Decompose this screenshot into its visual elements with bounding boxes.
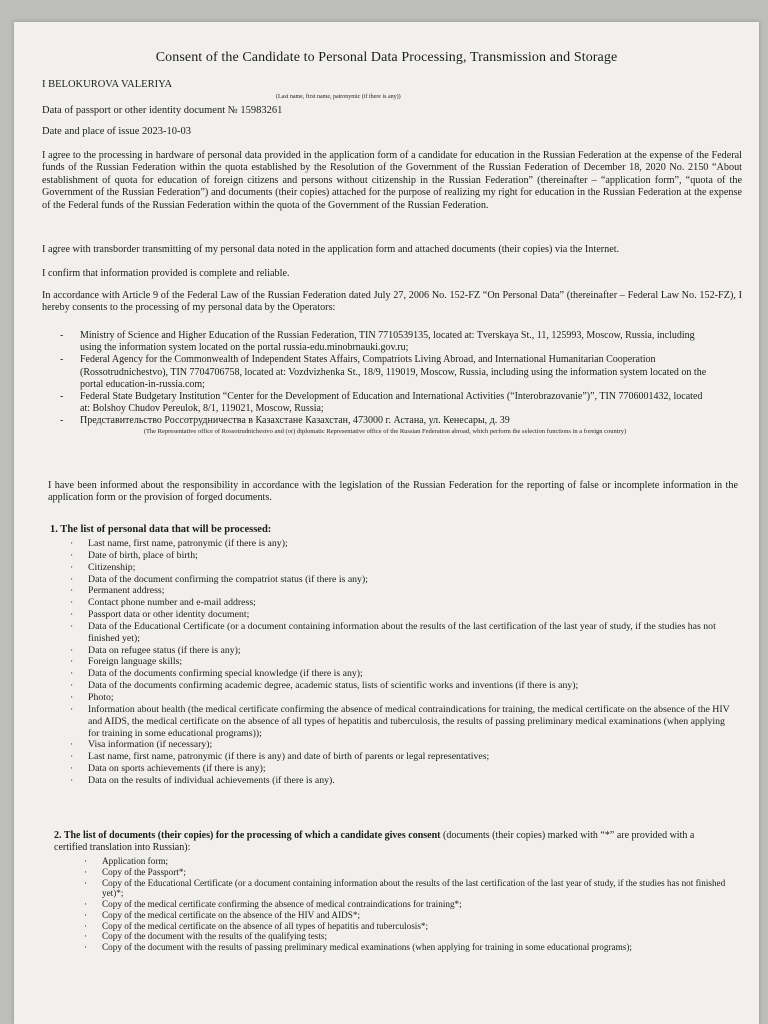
- list-item: [70, 680, 735, 692]
- operator-item: [60, 354, 710, 391]
- operator-text: Представительство Россотрудничества в Казахстане Казахстан, 473000 г. Астана, ул. Кенесары, д. 39: [80, 415, 510, 427]
- list-item-text: Photo;: [88, 691, 114, 703]
- name-caption: (Last name, first name, patronymic (if there is any)): [276, 94, 401, 100]
- list-item-text: Data on refugee status (if there is any);: [88, 644, 241, 656]
- list-item: [70, 597, 735, 609]
- section2-heading: [54, 830, 714, 854]
- list-item-text: Visa information (if necessary);: [88, 739, 213, 751]
- bullet-dot: ·: [84, 920, 88, 931]
- list-item: [70, 775, 735, 787]
- list-item-text: Copy of the medical certificate on the absence of all types of hepatitis and tuberculosis*;: [102, 920, 429, 931]
- bullet-dot: ·: [70, 609, 74, 621]
- list-item: [70, 739, 735, 751]
- list-item-text: Date of birth, place of birth;: [88, 549, 198, 561]
- list-item-text: Information about health (the medical certificate confirming the absence of medical contraindications for training, the medical certificate on the absence of the HIV and AIDS, the medical certificate on the absence of all types of hepatitis and tuberculosis, the results of passing preliminary medical examinations (when applying for training in some educational programs));: [88, 703, 730, 739]
- agreement-paragraph: I agree to the processing in hardware of personal data provided in the application form of a candidate for education in the Russian Federation at the expense of the Federal funds of the Russian Federation within the quota established by the Resolution of the Government of the Russian Federation of December 18, 2020 No. 2150 “About establishment of quota for education of foreign citizens and persons without citizenship in the Russian Federation” (thereinafter – “application form”, “quota of the Government of the Russian Federation”) and documents (their copies) attached for the purpose of realizing my right for education in the Russian Federation at the expense of the Federal funds of the Russian Federation within the quota of the Government of the Russian Federation.: [42, 150, 742, 211]
- transborder-paragraph: I agree with transborder transmitting of my personal data noted in the application form and attached documents (their copies) via the Internet.: [42, 244, 620, 255]
- list-item: [84, 878, 732, 900]
- operator-item: [60, 415, 710, 427]
- list-item: [84, 856, 732, 867]
- name-line: I BELOKUROVA VALERIYA: [42, 79, 173, 90]
- list-item: [84, 910, 732, 921]
- list-item-text: Data of the document confirming the compatriot status (if there is any);: [88, 573, 368, 585]
- bullet-dot: ·: [84, 931, 88, 942]
- bullet-dot: ·: [70, 644, 74, 656]
- bullet-dot: ·: [70, 585, 74, 597]
- list-item: [70, 763, 735, 775]
- bullet-dot: ·: [70, 597, 74, 609]
- bullet-dot: ·: [84, 942, 88, 953]
- list-item-text: Data of the documents confirming academic degree, academic status, lists of scientific works and inventions (if there is any);: [88, 680, 579, 692]
- list-item-text: Copy of the document with the results of the qualifying tests;: [102, 931, 328, 942]
- list-item: [70, 609, 735, 621]
- document-page: [14, 22, 759, 1024]
- bullet-dot: ·: [84, 866, 88, 877]
- list-item-text: Citizenship;: [88, 561, 136, 573]
- list-item: [70, 645, 735, 657]
- list-item: [70, 668, 735, 680]
- bullet-dot: ·: [84, 856, 88, 866]
- list-item: [70, 692, 735, 704]
- document-title: Consent of the Candidate to Personal Data Processing, Transmission and Storage: [155, 50, 618, 65]
- accordance-paragraph: In accordance with Article 9 of the Federal Law of the Russian Federation dated July 27, 2006 No. 152-FZ “On Personal Data” (thereinafter – Federal Law No. 152-FZ), I hereby consents to the processing of my personal data by the Operators:: [42, 290, 742, 314]
- bullet-dot: ·: [70, 538, 74, 549]
- issue-line: Date and place of issue 2023-10-03: [42, 126, 191, 137]
- informed-paragraph: I have been informed about the responsibility in accordance with the legislation of the Russian Federation for the reporting of false or incomplete information in the application form or the provision of forged documents.: [48, 480, 738, 504]
- list-item-text: Copy of the medical certificate confirming the absence of medical contraindications for training*;: [102, 899, 462, 910]
- bullet-dot: ·: [70, 763, 74, 775]
- bullet-dot: ·: [70, 751, 74, 763]
- bullet-mark: -: [60, 354, 64, 366]
- passport-line: Data of passport or other identity document № 15983261: [42, 105, 283, 116]
- list-item-text: Data on sports achievements (if there is any);: [88, 763, 266, 775]
- list-item-text: Copy of the Educational Certificate (or a document containing information about the results of the last certification of the last year of study, if the studies has not finished yet)*;: [102, 877, 726, 899]
- bullet-dot: ·: [70, 691, 74, 703]
- list-item-text: Data on the results of individual achievements (if there is any).: [88, 774, 335, 786]
- list-item-text: Last name, first name, patronymic (if there is any);: [88, 538, 288, 549]
- list-item-text: Passport data or other identity document;: [88, 609, 250, 621]
- bullet-dot: ·: [70, 774, 74, 786]
- bullet-dot: ·: [70, 656, 74, 668]
- bullet-mark: -: [60, 390, 64, 402]
- bullet-dot: ·: [70, 739, 74, 751]
- operator-text: Federal State Budgetary Institution “Center for the Development of Education and International Activities (“Interobrazovanie”)”, TIN 7706001432, located at: Bolshoy Chudov Pereulok, 8/1, 119021, Moscow, Russia;: [80, 390, 703, 415]
- operator-item: [60, 330, 710, 354]
- list-item: [70, 621, 735, 645]
- bullet-dot: ·: [84, 899, 88, 910]
- list-item-text: Data of the documents confirming special knowledge (if there is any);: [88, 668, 363, 680]
- list-item-text: Copy of the Passport*;: [102, 866, 186, 877]
- bullet-dot: ·: [70, 561, 74, 573]
- list-item-text: Application form;: [102, 856, 169, 866]
- list-item-text: Contact phone number and e-mail address;: [88, 597, 256, 609]
- list-item: [84, 942, 732, 953]
- operator-item: [60, 391, 710, 415]
- section2-intro: (documents (their copies) marked with “*” are provided with a certified translation into Russian):: [54, 830, 695, 854]
- section2-title: 2. The list of documents (their copies) for the processing of which a candidate gives consent: [54, 830, 441, 841]
- list-item: [84, 921, 732, 932]
- list-item: [70, 550, 735, 562]
- list-item-text: Last name, first name, patronymic (if there is any) and date of birth of parents or legal representatives;: [88, 751, 490, 763]
- list-item: [70, 538, 735, 550]
- bullet-dot: ·: [70, 703, 74, 715]
- list-item: [70, 656, 735, 668]
- list-item-text: Permanent address;: [88, 585, 165, 597]
- operator-text: Federal Agency for the Commonwealth of Independent States Affairs, Compatriots Living Abroad, and International Humanitarian Cooperation (Rossotrudnichestvo), TIN 7704706758, located at: Vozdvizhenka St., 18/9, 119019, Moscow, Russia, including using the information system located on the portal education-in-russia.com;: [80, 354, 707, 390]
- personal-data-list: [70, 538, 735, 787]
- operator-note: (The Representative office of Rossotrudnichestvo and (or) diplomatic Representative office of the Russian Federation abroad, which perform the selection functions in a foreign country): [143, 427, 627, 435]
- bullet-dot: ·: [84, 909, 88, 920]
- section1-title: 1. The list of personal data that will be processed:: [50, 524, 272, 535]
- bullet-dot: ·: [70, 573, 74, 585]
- list-item: [70, 751, 735, 763]
- bullet-dot: ·: [70, 668, 74, 680]
- confirm-paragraph: I confirm that information provided is complete and reliable.: [42, 268, 290, 279]
- list-item: [70, 585, 735, 597]
- operator-text: Ministry of Science and Higher Education of the Russian Federation, TIN 7710539135, located at: Tverskaya St., 11, 125993, Moscow, Russia, including using the information system located on the portal russia-edu.minobrnauki.gov.ru;: [80, 330, 695, 354]
- list-item: [84, 931, 732, 942]
- bullet-dot: ·: [84, 877, 88, 888]
- bullet-mark: -: [60, 330, 64, 341]
- list-item-text: Copy of the medical certificate on the absence of the HIV and AIDS*;: [102, 909, 361, 920]
- list-item: [70, 562, 735, 574]
- list-item: [70, 574, 735, 586]
- list-item-text: Foreign language skills;: [88, 656, 183, 668]
- list-item: [70, 704, 735, 740]
- list-item: [84, 867, 732, 878]
- bullet-mark: -: [60, 415, 64, 427]
- bullet-dot: ·: [70, 680, 74, 692]
- list-item-text: Copy of the document with the results of passing preliminary medical examinations (when applying for training in some educational programs);: [102, 942, 632, 953]
- documents-list: [84, 856, 732, 953]
- list-item-text: Data of the Educational Certificate (or a document containing information about the results of the last certification of the last year of study, if the studies has not finished yet);: [88, 620, 716, 644]
- operators-list: [60, 330, 710, 436]
- bullet-dot: ·: [70, 620, 74, 632]
- list-item: [84, 899, 732, 910]
- bullet-dot: ·: [70, 549, 74, 561]
